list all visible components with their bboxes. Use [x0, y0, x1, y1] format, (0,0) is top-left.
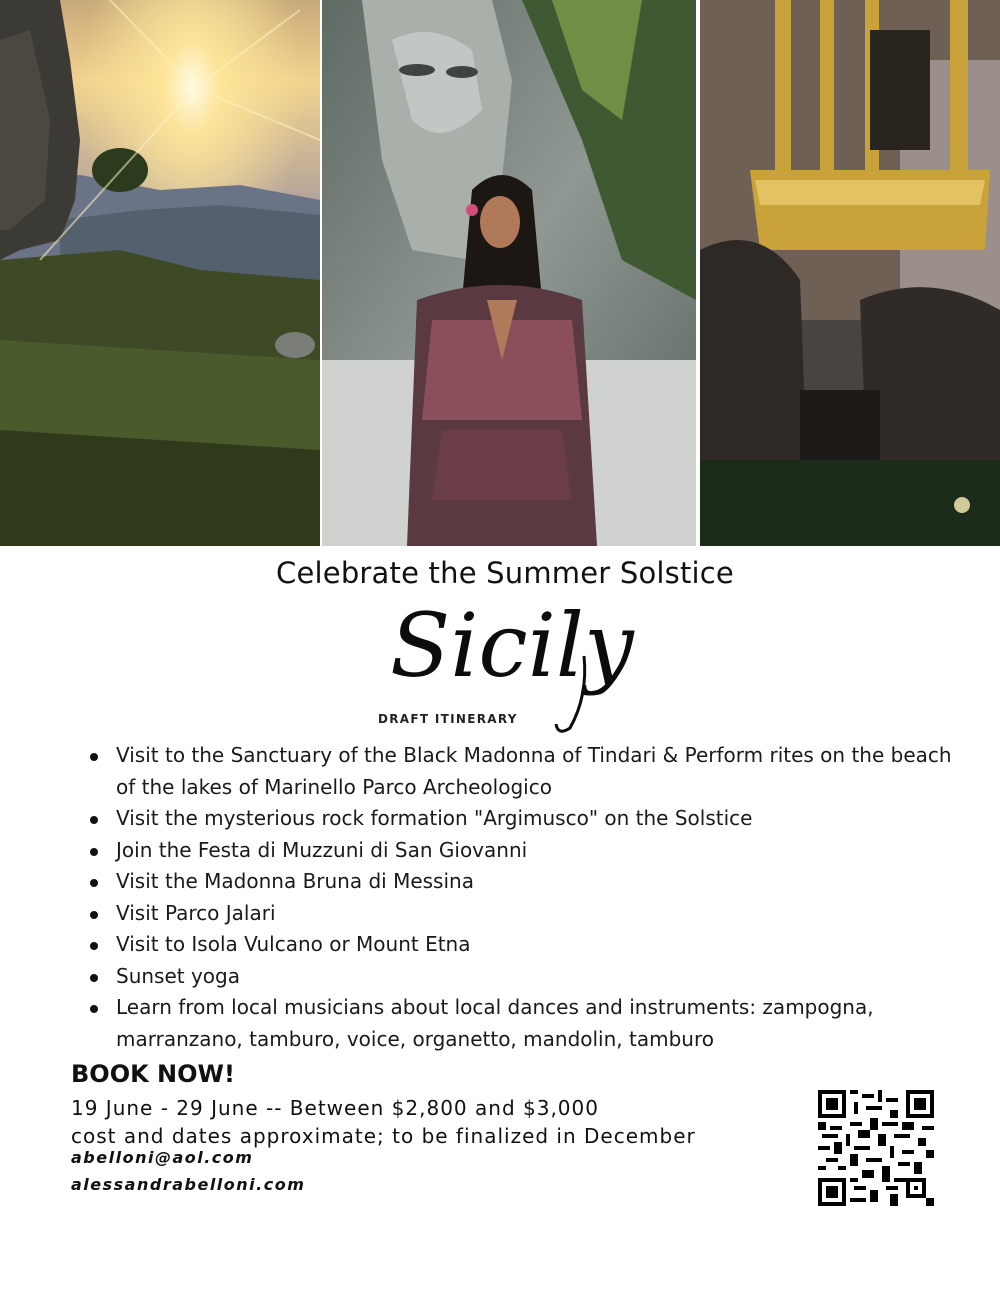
contact-email[interactable]: abelloni@aol.com	[71, 1148, 254, 1167]
qr-code-icon[interactable]	[818, 1090, 934, 1206]
list-item: Join the Festa di Muzzuni di San Giovanni	[88, 835, 968, 867]
sicily-script-text: Sicily	[390, 594, 634, 697]
draft-itinerary-label: DRAFT ITINERARY	[378, 712, 518, 726]
list-item: Visit the mysterious rock formation "Argimusco" on the Solstice	[88, 803, 968, 835]
list-item: Visit Parco Jalari	[88, 898, 968, 930]
list-item: Visit the Madonna Bruna di Messina	[88, 866, 968, 898]
photo-strip	[0, 0, 1000, 546]
list-item: Sunset yoga	[88, 961, 968, 993]
list-item: Visit to the Sanctuary of the Black Madonna of Tindari & Perform rites on the beach of the lakes of Marinello Parco Archeologico	[88, 740, 968, 803]
itinerary-list	[88, 740, 968, 1055]
page-heading: Celebrate the Summer Solstice	[276, 556, 734, 590]
golden-shrine-photo	[700, 0, 1000, 546]
contact-website[interactable]: alessandrabelloni.com	[71, 1175, 306, 1194]
sunset-landscape-photo	[0, 0, 320, 546]
pricing-note: cost and dates approximate; to be finalized in December	[71, 1124, 696, 1148]
list-item: Learn from local musicians about local dances and instruments: zampogna, marranzano, tamburo, voice, organetto, mandolin, tamburo	[88, 992, 968, 1055]
list-item: Visit to Isola Vulcano or Mount Etna	[88, 929, 968, 961]
woman-meditating-photo	[322, 0, 696, 546]
dates-and-price: 19 June - 29 June -- Between $2,800 and $3,000	[71, 1096, 599, 1120]
book-now-heading: BOOK NOW!	[71, 1060, 235, 1088]
